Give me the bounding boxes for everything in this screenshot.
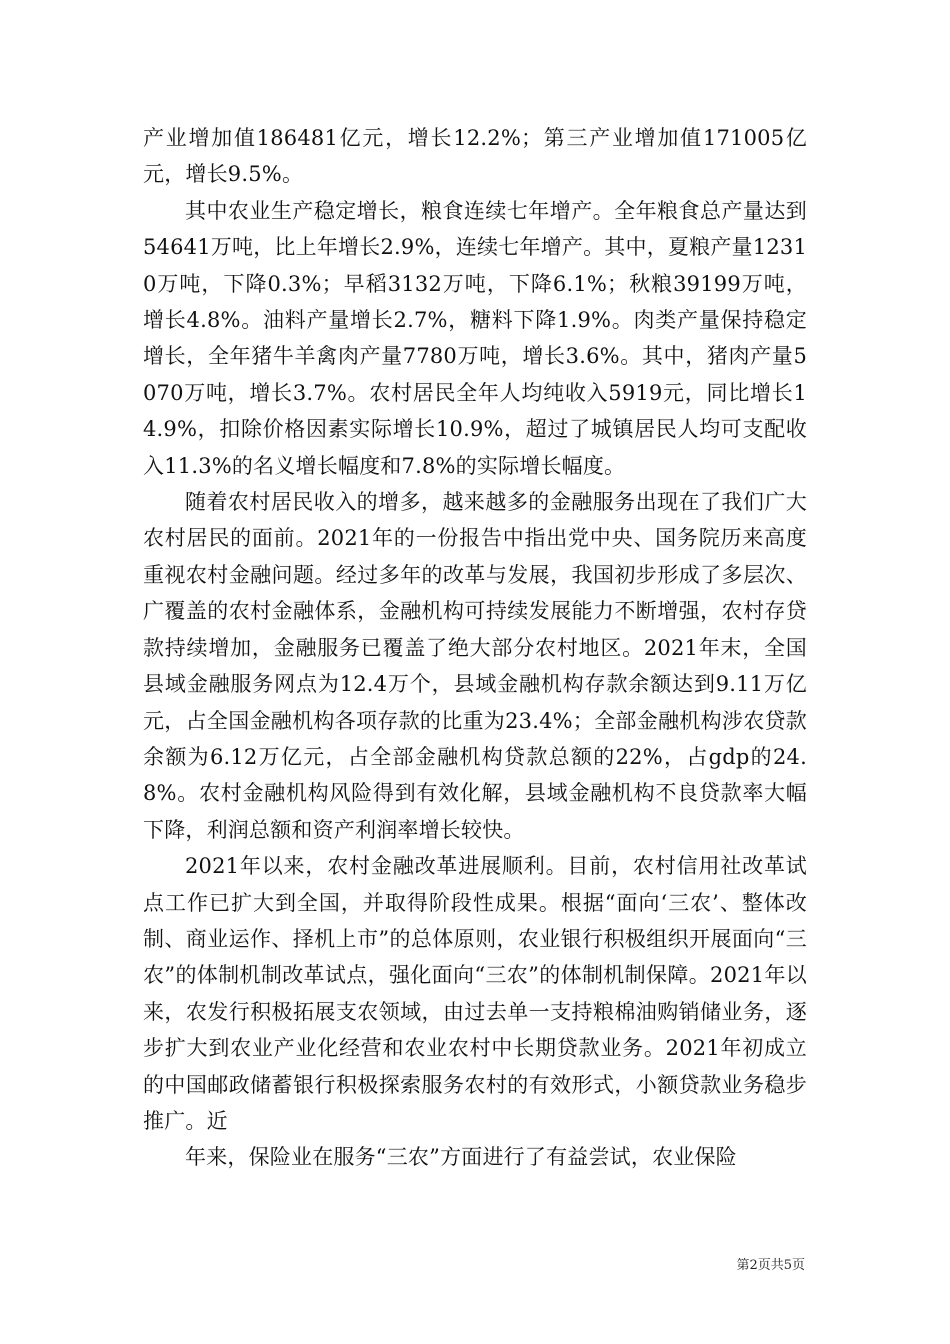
paragraph-3: 随着农村居民收入的增多，越来越多的金融服务出现在了我们广大农村居民的面前。2021年的一份报告中指出党中央、国务院历来高度重视农村金融问题。经过多年的改革与发展，我国初步形成了多层次、广覆盖的农村金融体系，金融机构可持续发展能力不断增强，农村存贷款持续增加，金融服务已覆盖了绝大部分农村地区。2021年末，全国县域金融服务网点为12.4万个，县域金融机构存款余额达到9.11万亿元，占全国金融机构各项存款的比重为23.4%；全部金融机构涉农贷款余额为6.12万亿元，占全部金融机构贷款总额的22%，占gdp的24.8%。农村金融机构风险得到有效化解，县域金融机构不良贷款率大幅下降，利润总额和资产利润率增长较快。 <box>143 490 807 842</box>
paragraph-1: 产业增加值186481亿元，增长12.2%；第三产业增加值171005亿元，增长9.5%。 <box>143 126 807 187</box>
paragraph-2: 其中农业生产稳定增长，粮食连续七年增产。全年粮食总产量达到54641万吨，比上年增长2.9%，连续七年增产。其中，夏粮产量12310万吨，下降0.3%；早稻3132万吨，下降6.1%；秋粮39199万吨，增长4.8%。油料产量增长2.7%，糖料下降1.9%。肉类产量保持稳定增长，全年猪牛羊禽肉产量7780万吨，增长3.6%。其中，猪肉产量5070万吨，增长3.7%。农村居民全年人均纯收入5919元，同比增长14.9%，扣除价格因素实际增长10.9%，超过了城镇居民人均可支配收入11.3%的名义增长幅度和7.8%的实际增长幅度。 <box>143 198 807 478</box>
paragraph-5: 年来，保险业在服务“三农”方面进行了有益尝试，农业保险 <box>185 1145 737 1170</box>
paragraph-4: 2021年以来，农村金融改革进展顺利。目前，农村信用社改革试点工作已扩大到全国，并取得阶段性成果。根据“面向‘三农’、整体改制、商业运作、择机上市”的总体原则，农业银行积极组织开展面向“三农”的体制机制改革试点，强化面向“三农”的体制机制保障。2021年以来，农发行积极拓展支农领域，由过去单一支持粮棉油购销储业务，逐步扩大到农业产业化经营和农业农村中长期贷款业务。2021年初成立的中国邮政储蓄银行积极探索服务农村的有效形式，小额贷款业务稳步推广。近 <box>143 854 807 1133</box>
document-body <box>143 120 807 1176</box>
page-number-footer: 第2页共5页 <box>736 1258 805 1273</box>
